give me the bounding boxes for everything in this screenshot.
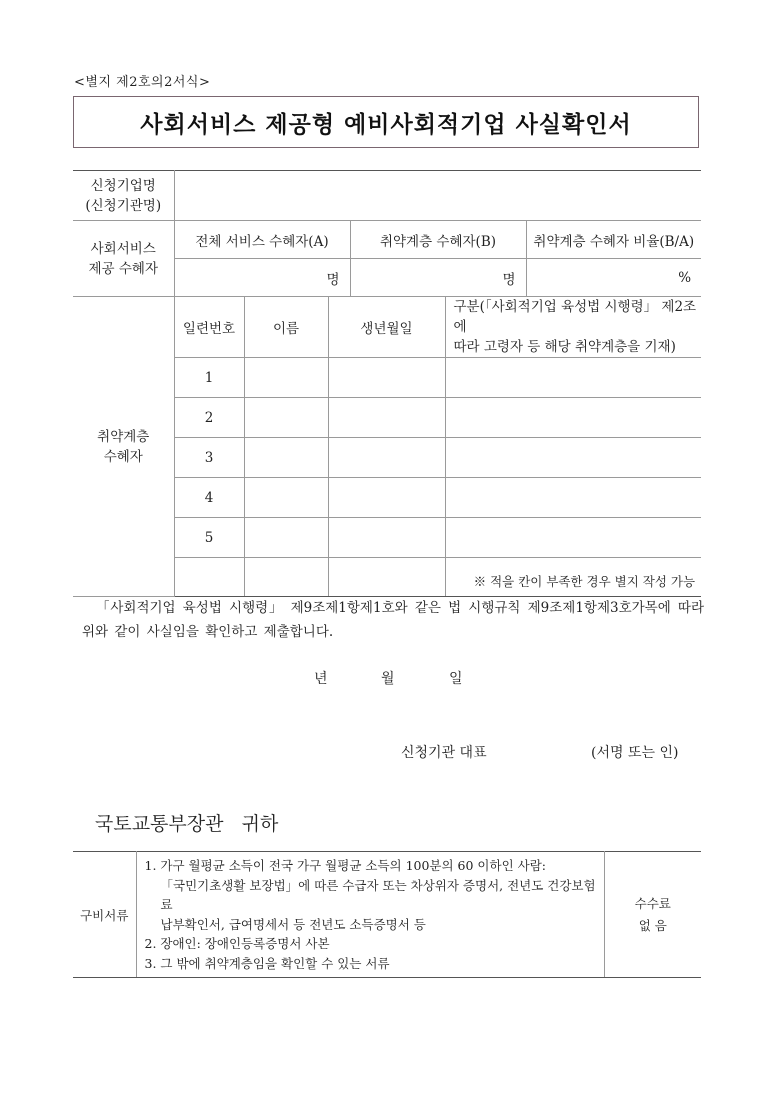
applicant-label-line2: (신청기관명) xyxy=(85,197,162,214)
date-day-label: 일 xyxy=(449,671,463,687)
name-field[interactable] xyxy=(244,438,328,478)
birthdate-field[interactable] xyxy=(328,398,445,438)
category-header-line2: 따라 고령자 등 해당 취약계층을 기재) xyxy=(453,339,676,355)
name-field[interactable] xyxy=(244,478,328,518)
applicant-name-field[interactable] xyxy=(174,171,701,221)
category-field[interactable] xyxy=(445,478,701,518)
serial-number-header: 일련번호 xyxy=(174,297,244,358)
recipients-label-cell xyxy=(73,221,174,297)
serial-number-cell: 5 xyxy=(174,518,244,558)
name-field[interactable] xyxy=(244,558,328,597)
required-documents-row xyxy=(73,852,701,978)
page-title: 사회서비스 제공형 예비사회적기업 사실확인서 xyxy=(140,111,632,138)
birthdate-header: 생년월일 xyxy=(328,297,445,358)
recipients-label-line1: 사회서비스 xyxy=(90,240,156,257)
vulnerable-recipients-field[interactable]: 명 xyxy=(350,259,526,297)
birthdate-field[interactable] xyxy=(328,438,445,478)
total-recipients-header: 전체 서비스 수혜자(A) xyxy=(174,221,350,259)
signature-label[interactable]: (서명 또는 인) xyxy=(591,745,679,761)
extra-sheet-note: ※ 적을 칸이 부족한 경우 별지 작성 가능 xyxy=(445,558,701,597)
recipients-label-line2: 제공 수혜자 xyxy=(88,260,158,277)
serial-number-cell: 1 xyxy=(174,358,244,398)
birthdate-field[interactable] xyxy=(328,518,445,558)
applicant-representative-label: 신청기관 대표 xyxy=(401,745,487,761)
addressee: 국토교통부장관 귀하 xyxy=(95,813,279,835)
list-item: 「국민기초생활 보장법」에 따른 수급자 또는 차상위자 증명서, 전년도 건강보험료 xyxy=(160,877,596,912)
vulnerable-ratio-header: 취약계층 수혜자 비율(B/A) xyxy=(526,221,701,259)
vulnerable-ratio-field[interactable]: % xyxy=(526,259,701,297)
name-field[interactable] xyxy=(244,518,328,558)
applicant-label-cell xyxy=(73,171,174,221)
title-box xyxy=(73,96,699,148)
vulnerable-label-cell xyxy=(73,297,174,597)
date-month-label: 월 xyxy=(381,671,395,687)
fee-cell xyxy=(604,852,701,978)
category-header xyxy=(445,297,701,358)
vulnerable-header-row xyxy=(73,297,701,358)
vulnerable-recipients-header: 취약계층 수혜자(B) xyxy=(350,221,526,259)
category-field[interactable] xyxy=(445,398,701,438)
applicant-row xyxy=(73,171,701,221)
serial-number-cell: 4 xyxy=(174,478,244,518)
list-item: 2. 장애인: 장애인등록증명서 사본 xyxy=(144,936,330,951)
serial-number-cell: 3 xyxy=(174,438,244,478)
date-year-label: 년 xyxy=(314,671,328,687)
total-recipients-field[interactable]: 명 xyxy=(174,259,350,297)
applicant-label-line1: 신청기업명 xyxy=(90,177,156,194)
birthdate-field[interactable] xyxy=(328,478,445,518)
name-field[interactable] xyxy=(244,358,328,398)
declaration-text: 「사회적기업 육성법 시행령」 제9조제1항제1호와 같은 법 시행규칙 제9조제1항제3호가목에 따라 위와 같이 사실임을 확인하고 제출합니다. xyxy=(82,600,704,640)
vulnerable-label-line1: 취약계층 xyxy=(97,428,150,445)
confirmation-form-table xyxy=(73,170,701,597)
category-field[interactable] xyxy=(445,358,701,398)
recipients-header-row xyxy=(73,221,701,259)
required-documents-label: 구비서류 xyxy=(73,852,136,978)
birthdate-field[interactable] xyxy=(328,558,445,597)
birthdate-field[interactable] xyxy=(328,358,445,398)
category-header-line1: 구분(「사회적기업 육성법 시행령」 제2조에 xyxy=(453,299,697,335)
fee-value: 없 음 xyxy=(638,917,667,933)
vulnerable-label-line2: 수혜자 xyxy=(103,448,143,465)
serial-number-cell: 2 xyxy=(174,398,244,438)
fee-label: 수수료 xyxy=(634,895,671,911)
name-header: 이름 xyxy=(244,297,328,358)
category-field[interactable] xyxy=(445,438,701,478)
name-field[interactable] xyxy=(244,398,328,438)
list-item: 납부확인서, 급여명세서 등 전년도 소득증명서 등 xyxy=(160,916,426,932)
required-documents-list xyxy=(136,852,604,978)
serial-number-cell xyxy=(174,558,244,597)
required-documents-table xyxy=(73,851,701,978)
form-number-label: <별지 제2호의2서식> xyxy=(74,75,211,90)
list-item: 1. 가구 월평균 소득이 전국 가구 월평균 소득의 100분의 60 이하인 사람: xyxy=(144,858,546,873)
category-field[interactable] xyxy=(445,518,701,558)
list-item: 3. 그 밖에 취약계층임을 확인할 수 있는 서류 xyxy=(144,955,390,971)
